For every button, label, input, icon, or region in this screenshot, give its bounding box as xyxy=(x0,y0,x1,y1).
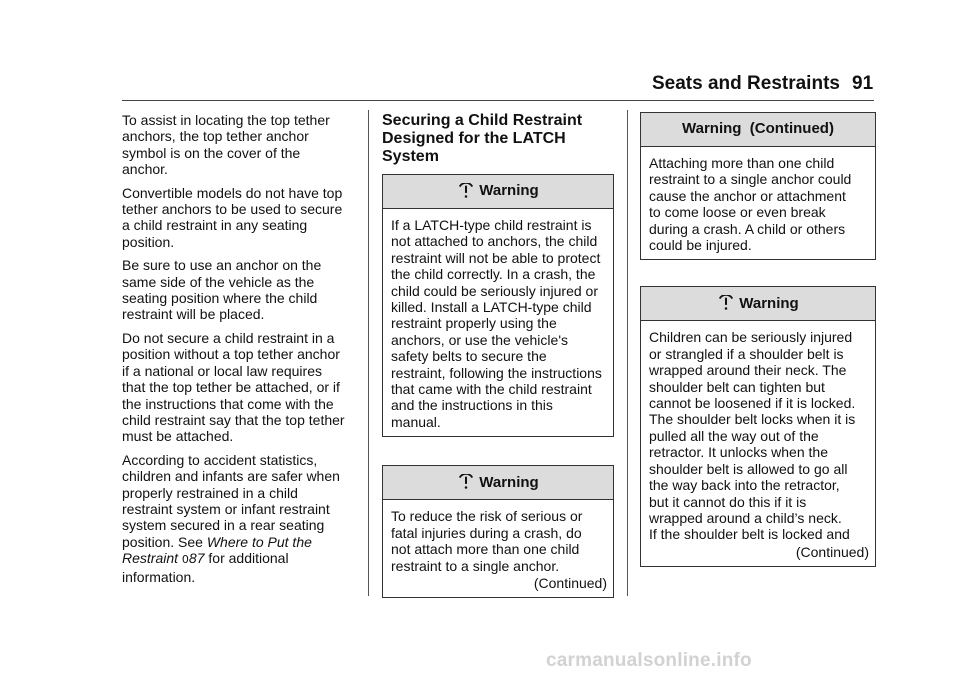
text-line: during a crash. A child or others xyxy=(649,220,846,237)
text-line: to come loose or even break xyxy=(649,204,826,221)
text-line: The shoulder belt locks when it is xyxy=(649,411,856,428)
text-line: According to accident statistics, xyxy=(122,451,318,468)
warning-body xyxy=(383,209,613,436)
text-line: children and infants are safer when xyxy=(122,468,340,485)
text-line: must be attached. xyxy=(122,428,234,445)
paragraph-statistics xyxy=(122,452,354,585)
text-line: cannot be loosened if it is locked. xyxy=(649,395,856,412)
header-divider xyxy=(122,100,874,101)
text-line: killed. Install a LATCH-type child xyxy=(391,299,592,316)
text-line: position. xyxy=(122,233,175,250)
text-line xyxy=(122,534,354,550)
column-right xyxy=(640,112,876,567)
heading-line: Securing a Child Restraint xyxy=(382,112,583,129)
text-line: that the top tether be attached, or if xyxy=(122,379,340,396)
warning-icon xyxy=(457,474,475,492)
text-line: shoulder belt can tighten but xyxy=(649,378,825,395)
paragraph-tether-symbol xyxy=(122,112,354,178)
warning-title: Warning xyxy=(479,473,539,491)
warning-header xyxy=(383,175,613,209)
text-line: fatal injuries during a crash, do xyxy=(391,524,582,541)
text-line: If a LATCH-type child restraint is xyxy=(391,217,592,233)
text-line: and the instructions in this xyxy=(391,397,553,414)
warning-body xyxy=(383,500,613,597)
text-line: Children can be seriously injured xyxy=(649,329,853,346)
text-line: safety belts to secure the xyxy=(391,348,547,365)
cross-reference-link[interactable]: Restraint xyxy=(122,550,179,567)
text-line: restraint will be placed. xyxy=(122,306,265,323)
text-line: To reduce the risk of serious or xyxy=(391,508,583,525)
text-line: retractor. It unlocks when the xyxy=(649,444,828,461)
page-reference[interactable]: 87 xyxy=(188,550,205,567)
text-line: child restraint say that the top tether xyxy=(122,411,345,428)
text-line: restraint will not be able to protect xyxy=(391,249,601,266)
watermark: carmanualsonline.info xyxy=(546,650,752,671)
warning-box-single-anchor xyxy=(382,465,614,598)
heading-line: Designed for the LATCH xyxy=(382,130,566,147)
text-line: child could be seriously injured or xyxy=(391,282,598,299)
text-line: shoulder belt is allowed to go all xyxy=(649,460,848,477)
warning-header xyxy=(641,287,875,321)
warning-icon xyxy=(457,183,475,201)
warning-body xyxy=(641,147,875,259)
text-line: anchors, or use the vehicle's xyxy=(391,331,568,348)
column-divider-2 xyxy=(627,110,628,596)
text-line: cause the anchor or attachment xyxy=(649,187,846,204)
paragraph-convertible xyxy=(122,185,354,251)
text-line: restraint, following the instructions xyxy=(391,364,602,381)
text-line: symbol is on the cover of the xyxy=(122,144,301,161)
section-heading xyxy=(382,112,614,166)
text-line: restraint to a single anchor. xyxy=(391,557,560,574)
text-line: To assist in locating the top tether xyxy=(122,112,330,128)
text-line: the child correctly. In a crash, the xyxy=(391,266,596,283)
warning-header xyxy=(383,466,613,500)
paragraph-do-not-secure xyxy=(122,330,354,445)
text-line: a child restraint in any seating xyxy=(122,217,308,234)
text-line: could be injured. xyxy=(649,237,752,254)
text-line: restraint to a single anchor could xyxy=(649,171,852,188)
section-title: Seats and Restraints xyxy=(652,73,840,94)
text-line: Be sure to use an anchor on the xyxy=(122,257,322,274)
text-line: position without a top tether anchor xyxy=(122,346,340,363)
continued-label: (Continued) xyxy=(533,574,607,591)
warning-icon xyxy=(717,295,735,313)
text-line: system secured in a rear seating xyxy=(122,517,325,534)
page-number: 91 xyxy=(852,73,874,94)
text-line: properly restrained in a child xyxy=(122,484,298,501)
page-header xyxy=(0,70,960,100)
text-line: restraint system or infant restraint xyxy=(122,500,330,517)
text-line: information. xyxy=(122,568,196,585)
warning-title: Warning xyxy=(739,294,799,312)
text-line: not attached to anchors, the child xyxy=(391,233,598,250)
column-left xyxy=(122,112,354,592)
heading-line: System xyxy=(382,148,439,165)
text-line: Do not secure a child restraint in a xyxy=(122,329,335,346)
column-divider-1 xyxy=(368,110,369,596)
text-line: or strangled if a shoulder belt is xyxy=(649,345,844,362)
warning-title: Warning xyxy=(479,182,539,200)
warning-box-latch xyxy=(382,174,614,437)
paragraph-same-side xyxy=(122,257,354,323)
warning-box-shoulder-belt xyxy=(640,286,876,567)
text-line xyxy=(122,550,354,568)
text-line: If the shoulder belt is locked and xyxy=(649,526,850,543)
see-prefix: position. See xyxy=(122,533,207,550)
text-line: manual. xyxy=(391,413,441,430)
text-line: seating position where the child xyxy=(122,290,318,307)
text-line: Attaching more than one child xyxy=(649,155,835,171)
text-fragment: for additional xyxy=(204,550,289,567)
text-line: anchors, the top tether anchor xyxy=(122,128,309,145)
cross-reference-link[interactable]: Where to Put the xyxy=(206,533,312,550)
text-line: tether anchors to be used to secure xyxy=(122,201,343,218)
text-line: Convertible models do not have top xyxy=(122,184,343,201)
warning-title: Warning (Continued) xyxy=(682,120,834,138)
text-line: same side of the vehicle as the xyxy=(122,273,315,290)
text-line: restraint properly using the xyxy=(391,315,557,332)
warning-header xyxy=(641,113,875,147)
text-line: wrapped around a child’s neck. xyxy=(649,509,842,526)
warning-body xyxy=(641,321,875,566)
column-middle xyxy=(382,112,614,598)
text-line: the instructions that come with the xyxy=(122,395,334,412)
page-ref-arrow-icon: 0 xyxy=(181,553,189,567)
text-line: but it cannot do this if it is xyxy=(649,493,807,510)
text-line: wrapped around their neck. The xyxy=(649,362,847,379)
text-line: anchor. xyxy=(122,161,168,178)
text-line: pulled all the way out of the xyxy=(649,427,819,444)
text-line: that came with the child restraint xyxy=(391,381,592,398)
text-line: if a national or local law requires xyxy=(122,362,322,379)
text-line: the way back into the retractor, xyxy=(649,477,840,494)
continued-label: (Continued) xyxy=(795,543,869,560)
text-line: not attach more than one child xyxy=(391,541,580,558)
warning-box-continued xyxy=(640,112,876,260)
